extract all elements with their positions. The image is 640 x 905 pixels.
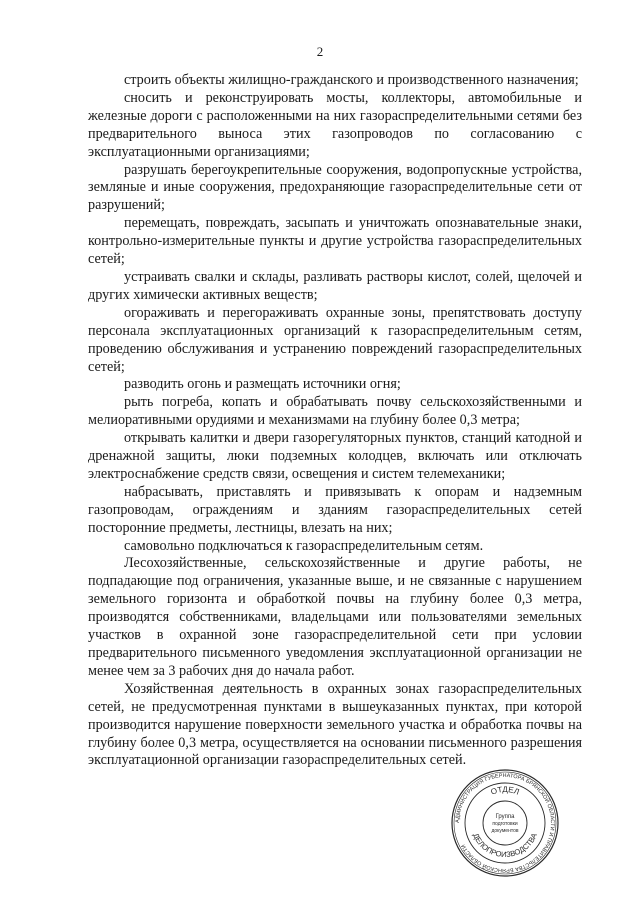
- paragraph: самовольно подключаться к газораспределительным сетям.: [124, 537, 484, 554]
- paragraph: разрушать берегоукрепительные сооружения, водопропускные устройства, земляные и иные сооружения, предохраняющие газораспределительные сети от разрушений;: [88, 161, 582, 214]
- paragraph: устраивать свалки и склады, разливать растворы кислот, солей, щелочей и других химически активных веществ;: [88, 268, 582, 303]
- stamp-division-text: ДЕЛОПРОИЗВОДСТВА: [471, 831, 539, 860]
- stamp-center-line: Группа: [495, 814, 515, 820]
- svg-text:ОТДЕЛ: [490, 785, 521, 797]
- paragraph: Лесохозяйственные, сельскохозяйственные и другие работы, не подпадающие под ограничения, указанные выше, и не связанные с нарушением земельного горизонта и обработкой почвы на глубину более 0,3 метра, производятся собственниками, владельцами или пользователями земельных участков в охранной зоне газораспределительной сети при условии предварительного письменного уведомления эксплуатационной организации не менее чем за 3 рабочих дня до начала работ.: [88, 555, 582, 679]
- paragraph: открывать калитки и двери газорегуляторных пунктов, станций катодной и дренажной защиты, люки подземных колодцев, включать или отключать электроснабжение средств связи, освещения и систем телемеханики;: [88, 430, 582, 482]
- stamp-outer-text: АДМИНИСТРАЦИЯ ГУБЕРНАТОРА БРЯНСКОЙ ОБЛАСТИ И ПРАВИТЕЛЬСТВА БРЯНСКОЙ ОБЛАСТИ: [454, 772, 556, 874]
- stamp-center-line: документов: [491, 828, 519, 834]
- paragraph: Хозяйственная деятельность в охранных зонах газораспределительных сетей, не предусмотренная пунктами в вышеуказанных пунктах, при которой производится нарушение поверхности земельного участка и обработка почвы на глубину более 0,3 метра, осуществляется на основании письменного разрешения эксплуатационной организации газораспределительных сетей.: [88, 680, 582, 769]
- office-stamp: [450, 768, 560, 878]
- paragraph: перемещать, повреждать, засыпать и уничтожать опознавательные знаки, контрольно-измерительные пункты и другие устройства газораспределительных сетей;: [88, 215, 582, 268]
- page-number: 2: [316, 44, 324, 59]
- paragraph: рыть погреба, копать и обрабатывать почву сельскохозяйственными и мелиоративными орудиями и механизмами на глубину более 0,3 метра;: [88, 394, 582, 429]
- stamp-seal-icon: [450, 768, 560, 878]
- paragraph: сносить и реконструировать мосты, коллекторы, автомобильные и железные дороги с расположенными на них газораспределительными сетями без предварительного выноса этих газопроводов по согласованию с эксплуатационными организациями;: [88, 89, 582, 160]
- paragraph: огораживать и перегораживать охранные зоны, препятствовать доступу персонала эксплуатационных организаций к газораспределительным сетям, проведению обслуживания и устранению повреждений газораспределительных сетей;: [88, 304, 582, 375]
- document-body: [88, 72, 582, 770]
- stamp-center-line: подготовки: [492, 821, 518, 827]
- paragraph: набрасывать, приставлять и привязывать к опорам и надземным газопроводам, ограждениям и зданиям газораспределительных сетей посторонние предметы, лестницы, влезать на них;: [88, 483, 582, 536]
- paragraph: разводить огонь и размещать источники огня;: [124, 376, 401, 393]
- paragraph: строить объекты жилищно-гражданского и производственного назначения;: [124, 72, 579, 88]
- stamp-department-text: ОТДЕЛ: [489, 784, 521, 797]
